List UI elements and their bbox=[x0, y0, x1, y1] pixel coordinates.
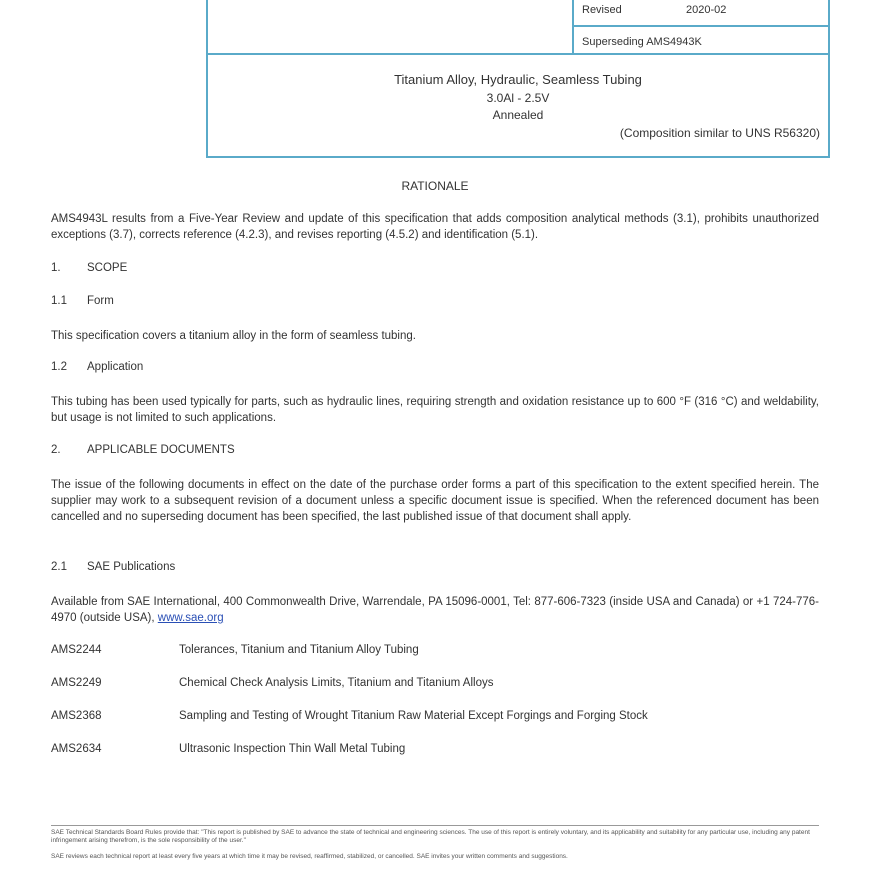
section-scope-heading bbox=[51, 262, 127, 274]
section-sae-publications-heading bbox=[51, 561, 175, 573]
section-title: Application bbox=[87, 361, 144, 373]
document-row bbox=[51, 710, 648, 722]
applicable-documents-text: The issue of the following documents in effect on the date of the purchase order forms a part of this specification to the extent specified herein. The supplier may work to a subsequent revision of a document unless a specific document issue is specified. When the referenced document has been cancelled and no superseding document has been specified, the last published issue of that document shall apply. bbox=[51, 479, 819, 523]
document-code: AMS2249 bbox=[51, 677, 102, 689]
rationale-heading: RATIONALE bbox=[401, 179, 469, 193]
sae-website-link[interactable]: www.sae.org bbox=[157, 612, 224, 624]
section-title: SCOPE bbox=[87, 262, 128, 274]
document-title: Sampling and Testing of Wrought Titanium Raw Material Except Forgings and Forging Stock bbox=[179, 710, 648, 722]
footer-notice-2: SAE reviews each technical report at least every five years at which time it may be revised, reaffirmed, stabilized, or cancelled. SAE invites your written comments and suggestions. bbox=[51, 853, 568, 860]
document-title: Ultrasonic Inspection Thin Wall Metal Tubing bbox=[179, 743, 406, 755]
spec-title: Titanium Alloy, Hydraulic, Seamless Tubing bbox=[394, 72, 642, 87]
section-title: APPLICABLE DOCUMENTS bbox=[87, 444, 235, 456]
document-row bbox=[51, 644, 419, 656]
sae-address-text: Available from SAE International, 400 Commonwealth Drive, Warrendale, PA 15096-0001, Tel: 877-606-7323 (inside USA and Canada) or +1 724-776-4970 (outside USA), bbox=[51, 596, 819, 624]
sae-publications-text bbox=[51, 594, 819, 626]
spec-condition: Annealed bbox=[492, 108, 544, 122]
section-number: 2.1 bbox=[51, 561, 67, 573]
document-row bbox=[51, 677, 493, 689]
document-title: Chemical Check Analysis Limits, Titanium and Titanium Alloys bbox=[179, 677, 494, 689]
form-text: This specification covers a titanium alloy in the form of seamless tubing. bbox=[51, 330, 416, 342]
spec-title-block bbox=[208, 55, 828, 156]
spec-composition: (Composition similar to UNS R56320) bbox=[619, 126, 820, 140]
section-form-heading bbox=[51, 295, 114, 307]
rationale-text: AMS4943L results from a Five-Year Review and update of this specification that adds composition analytical methods (3.1), prohibits unauthorized exceptions (3.7), corrects reference (4.2.3), and revises reporting (4.5.2) and identification (5.1). bbox=[51, 213, 819, 241]
document-code: AMS2634 bbox=[51, 743, 102, 755]
revised-value: 2020-02 bbox=[686, 4, 727, 16]
section-number: 1. bbox=[51, 262, 61, 274]
header-divider-row bbox=[574, 25, 830, 27]
footer-divider bbox=[51, 825, 819, 826]
document-code: AMS2244 bbox=[51, 644, 102, 656]
section-title: Form bbox=[87, 295, 114, 307]
document-code: AMS2368 bbox=[51, 710, 102, 722]
header-meta-area bbox=[208, 0, 828, 55]
section-title: SAE Publications bbox=[87, 561, 176, 573]
document-title: Tolerances, Titanium and Titanium Alloy Tubing bbox=[179, 644, 419, 656]
section-applicable-documents-heading bbox=[51, 444, 235, 456]
section-application-heading bbox=[51, 361, 143, 373]
section-number: 1.2 bbox=[51, 361, 67, 373]
revised-label: Revised bbox=[582, 4, 622, 16]
section-number: 1.1 bbox=[51, 295, 67, 307]
section-number: 2. bbox=[51, 444, 61, 456]
application-text: This tubing has been used typically for parts, such as hydraulic lines, requiring strength and oxidation resistance up to 600 °F (316 °C) and weldability, but usage is not limited to such applications. bbox=[51, 396, 819, 424]
document-header-box bbox=[206, 0, 830, 158]
superseding-label: Superseding AMS4943K bbox=[582, 36, 702, 48]
document-row bbox=[51, 743, 405, 755]
footer-notice-1: SAE Technical Standards Board Rules provide that: "This report is published by SAE to advance the state of technical and engineering sciences. The use of this report is entirely voluntary, and its applicability and suitability for any particular use, including any patent infringement arising therefrom, is the sole responsibility of the user." bbox=[51, 829, 810, 844]
spec-alloy: 3.0Al - 2.5V bbox=[486, 91, 550, 105]
